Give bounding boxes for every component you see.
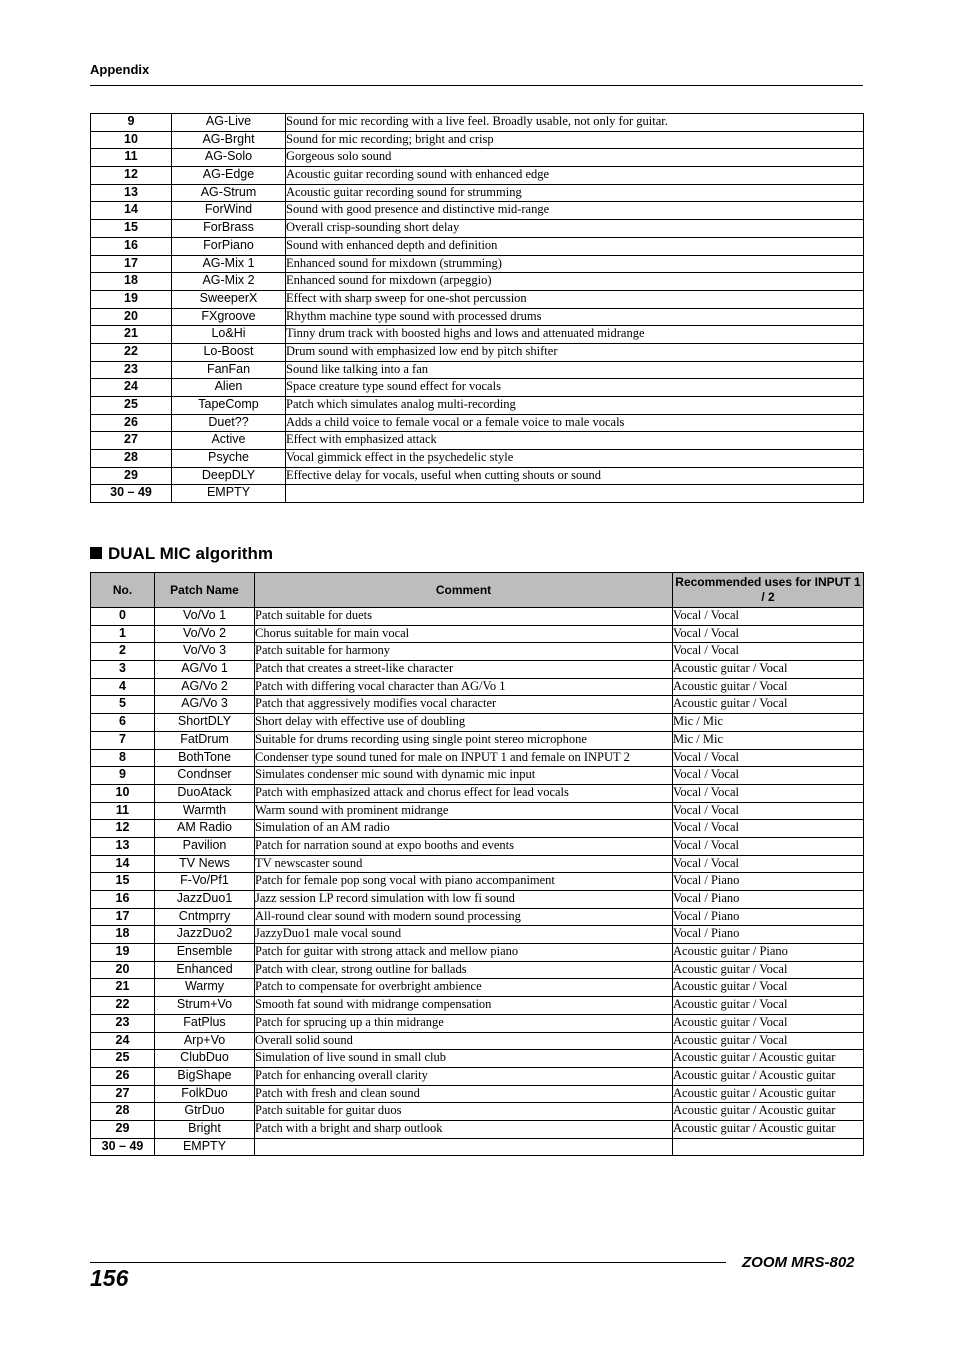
square-bullet-icon — [90, 547, 102, 559]
cell-comment: Patch with differing vocal character than AG/Vo 1 — [255, 678, 673, 696]
cell-no: 23 — [91, 361, 172, 379]
cell-no: 14 — [91, 855, 155, 873]
table-row — [91, 961, 864, 979]
cell-no: 14 — [91, 202, 172, 220]
cell-recommended-uses: Vocal / Vocal — [673, 608, 864, 626]
cell-no: 9 — [91, 114, 172, 132]
cell-patch-name: AG-Mix 1 — [172, 255, 286, 273]
cell-recommended-uses: Acoustic guitar / Vocal — [673, 961, 864, 979]
cell-comment: Enhanced sound for mixdown (strumming) — [286, 255, 864, 273]
table-row — [91, 1032, 864, 1050]
cell-comment: Acoustic guitar recording sound for strumming — [286, 184, 864, 202]
patch-table-continued — [90, 113, 864, 503]
dual-mic-table — [90, 572, 864, 1156]
cell-comment: Enhanced sound for mixdown (arpeggio) — [286, 273, 864, 291]
cell-recommended-uses: Vocal / Piano — [673, 873, 864, 891]
cell-comment: Sound with enhanced depth and definition — [286, 237, 864, 255]
table-row — [91, 1014, 864, 1032]
cell-recommended-uses — [673, 1138, 864, 1156]
cell-patch-name: Condnser — [155, 767, 255, 785]
cell-no: 2 — [91, 643, 155, 661]
table-row — [91, 273, 864, 291]
cell-comment: Condenser type sound tuned for male on INPUT 1 and female on INPUT 2 — [255, 749, 673, 767]
cell-patch-name: TapeComp — [172, 397, 286, 415]
table-row — [91, 432, 864, 450]
cell-comment: Patch with clear, strong outline for ballads — [255, 961, 673, 979]
cell-comment: JazzyDuo1 male vocal sound — [255, 926, 673, 944]
cell-comment: Patch with fresh and clean sound — [255, 1085, 673, 1103]
cell-no: 9 — [91, 767, 155, 785]
table-row — [91, 979, 864, 997]
cell-no: 28 — [91, 1103, 155, 1121]
cell-patch-name: GtrDuo — [155, 1103, 255, 1121]
cell-no: 16 — [91, 891, 155, 909]
footer-rule — [90, 1262, 726, 1263]
cell-comment: Smooth fat sound with midrange compensation — [255, 997, 673, 1015]
cell-patch-name: FatPlus — [155, 1014, 255, 1032]
cell-patch-name: AG-Mix 2 — [172, 273, 286, 291]
table-row — [91, 361, 864, 379]
cell-no: 23 — [91, 1014, 155, 1032]
cell-comment: Patch with emphasized attack and chorus effect for lead vocals — [255, 784, 673, 802]
table-row — [91, 696, 864, 714]
cell-patch-name: JazzDuo1 — [155, 891, 255, 909]
cell-patch-name: AG/Vo 3 — [155, 696, 255, 714]
table-row — [91, 308, 864, 326]
cell-recommended-uses: Vocal / Vocal — [673, 784, 864, 802]
cell-recommended-uses: Acoustic guitar / Acoustic guitar — [673, 1067, 864, 1085]
cell-comment: Chorus suitable for main vocal — [255, 625, 673, 643]
cell-patch-name: AG-Live — [172, 114, 286, 132]
table-row — [91, 749, 864, 767]
cell-patch-name: Alien — [172, 379, 286, 397]
cell-comment: Simulation of live sound in small club — [255, 1050, 673, 1068]
cell-no: 24 — [91, 379, 172, 397]
cell-patch-name: Ensemble — [155, 944, 255, 962]
cell-no: 10 — [91, 784, 155, 802]
cell-comment: Short delay with effective use of doubling — [255, 714, 673, 732]
cell-comment: Sound with good presence and distinctive mid-range — [286, 202, 864, 220]
dual-mic-table-body — [91, 608, 864, 1156]
cell-no: 28 — [91, 450, 172, 468]
cell-recommended-uses: Acoustic guitar / Acoustic guitar — [673, 1103, 864, 1121]
cell-no: 24 — [91, 1032, 155, 1050]
table-row — [91, 1085, 864, 1103]
cell-patch-name: AG/Vo 2 — [155, 678, 255, 696]
cell-comment: Patch with a bright and sharp outlook — [255, 1120, 673, 1138]
table-row — [91, 1067, 864, 1085]
table-row — [91, 326, 864, 344]
cell-comment: Patch suitable for guitar duos — [255, 1103, 673, 1121]
cell-patch-name: FatDrum — [155, 731, 255, 749]
cell-no: 8 — [91, 749, 155, 767]
cell-no: 17 — [91, 908, 155, 926]
cell-comment: Patch which simulates analog multi-recording — [286, 397, 864, 415]
cell-no: 5 — [91, 696, 155, 714]
cell-no: 30 – 49 — [91, 1138, 155, 1156]
table-row — [91, 237, 864, 255]
cell-recommended-uses: Acoustic guitar / Acoustic guitar — [673, 1050, 864, 1068]
cell-comment: Warm sound with prominent midrange — [255, 802, 673, 820]
cell-patch-name: Warmth — [155, 802, 255, 820]
cell-recommended-uses: Acoustic guitar / Vocal — [673, 1014, 864, 1032]
cell-recommended-uses: Acoustic guitar / Vocal — [673, 696, 864, 714]
cell-patch-name: DuoAtack — [155, 784, 255, 802]
cell-patch-name: Vo/Vo 1 — [155, 608, 255, 626]
cell-no: 21 — [91, 326, 172, 344]
table-row — [91, 343, 864, 361]
table-row — [91, 1103, 864, 1121]
table-header-row — [91, 573, 864, 608]
cell-comment: Effect with sharp sweep for one-shot percussion — [286, 290, 864, 308]
cell-comment: Suitable for drums recording using single point stereo microphone — [255, 731, 673, 749]
cell-patch-name: Strum+Vo — [155, 997, 255, 1015]
table-row — [91, 784, 864, 802]
cell-comment: Jazz session LP record simulation with low fi sound — [255, 891, 673, 909]
cell-recommended-uses: Vocal / Piano — [673, 926, 864, 944]
cell-comment: Simulation of an AM radio — [255, 820, 673, 838]
table-row — [91, 167, 864, 185]
cell-patch-name: AG/Vo 1 — [155, 661, 255, 679]
cell-patch-name: Lo&Hi — [172, 326, 286, 344]
table-row — [91, 661, 864, 679]
cell-no: 17 — [91, 255, 172, 273]
cell-patch-name: Vo/Vo 2 — [155, 625, 255, 643]
cell-comment: Rhythm machine type sound with processed drums — [286, 308, 864, 326]
cell-comment: Adds a child voice to female vocal or a female voice to male vocals — [286, 414, 864, 432]
cell-patch-name: Bright — [155, 1120, 255, 1138]
table-row — [91, 184, 864, 202]
cell-recommended-uses: Acoustic guitar / Vocal — [673, 661, 864, 679]
cell-no: 1 — [91, 625, 155, 643]
table-row — [91, 891, 864, 909]
cell-patch-name: ShortDLY — [155, 714, 255, 732]
cell-comment: Drum sound with emphasized low end by pitch shifter — [286, 343, 864, 361]
table-row — [91, 379, 864, 397]
table-row — [91, 678, 864, 696]
cell-no: 10 — [91, 131, 172, 149]
cell-comment: Space creature type sound effect for vocals — [286, 379, 864, 397]
table-row — [91, 926, 864, 944]
cell-patch-name: ClubDuo — [155, 1050, 255, 1068]
cell-recommended-uses: Acoustic guitar / Vocal — [673, 1032, 864, 1050]
cell-recommended-uses: Mic / Mic — [673, 714, 864, 732]
table-row — [91, 450, 864, 468]
table-row — [91, 767, 864, 785]
table-row — [91, 397, 864, 415]
table-row — [91, 873, 864, 891]
table-row — [91, 1050, 864, 1068]
cell-no: 27 — [91, 432, 172, 450]
cell-patch-name: SweeperX — [172, 290, 286, 308]
cell-no: 22 — [91, 343, 172, 361]
cell-patch-name: BigShape — [155, 1067, 255, 1085]
cell-no: 4 — [91, 678, 155, 696]
cell-recommended-uses: Vocal / Vocal — [673, 767, 864, 785]
cell-patch-name: FolkDuo — [155, 1085, 255, 1103]
cell-recommended-uses: Acoustic guitar / Acoustic guitar — [673, 1085, 864, 1103]
cell-comment: Tinny drum track with boosted highs and lows and attenuated midrange — [286, 326, 864, 344]
cell-no: 26 — [91, 414, 172, 432]
cell-patch-name: Active — [172, 432, 286, 450]
cell-patch-name: F-Vo/Pf1 — [155, 873, 255, 891]
cell-recommended-uses: Acoustic guitar / Vocal — [673, 678, 864, 696]
cell-comment: Patch for female pop song vocal with piano accompaniment — [255, 873, 673, 891]
table-row — [91, 820, 864, 838]
table-row — [91, 114, 864, 132]
cell-comment: TV newscaster sound — [255, 855, 673, 873]
cell-comment: Effect with emphasized attack — [286, 432, 864, 450]
table-row — [91, 220, 864, 238]
cell-patch-name: JazzDuo2 — [155, 926, 255, 944]
cell-comment: Sound like talking into a fan — [286, 361, 864, 379]
cell-patch-name: BothTone — [155, 749, 255, 767]
cell-no: 18 — [91, 273, 172, 291]
table-row — [91, 414, 864, 432]
cell-no: 25 — [91, 397, 172, 415]
footer-model-name: ZOOM MRS-802 — [742, 1254, 855, 1271]
cell-comment: Gorgeous solo sound — [286, 149, 864, 167]
cell-comment: Acoustic guitar recording sound with enhanced edge — [286, 167, 864, 185]
table-row — [91, 731, 864, 749]
cell-patch-name: Psyche — [172, 450, 286, 468]
cell-comment: Patch for guitar with strong attack and mellow piano — [255, 944, 673, 962]
cell-no: 21 — [91, 979, 155, 997]
cell-no: 7 — [91, 731, 155, 749]
cell-comment: Sound for mic recording with a live feel. Broadly usable, not only for guitar. — [286, 114, 864, 132]
cell-recommended-uses: Vocal / Vocal — [673, 837, 864, 855]
cell-patch-name: Duet?? — [172, 414, 286, 432]
cell-no: 12 — [91, 820, 155, 838]
cell-patch-name: AG-Strum — [172, 184, 286, 202]
cell-patch-name: Enhanced — [155, 961, 255, 979]
cell-comment: Patch suitable for duets — [255, 608, 673, 626]
cell-no: 25 — [91, 1050, 155, 1068]
cell-recommended-uses: Vocal / Vocal — [673, 802, 864, 820]
table-row — [91, 802, 864, 820]
table-row — [91, 290, 864, 308]
cell-recommended-uses: Acoustic guitar / Vocal — [673, 979, 864, 997]
cell-recommended-uses: Acoustic guitar / Vocal — [673, 997, 864, 1015]
cell-comment — [255, 1138, 673, 1156]
cell-no: 15 — [91, 873, 155, 891]
cell-no: 3 — [91, 661, 155, 679]
header-no: No. — [91, 573, 155, 608]
cell-comment: Patch that creates a street-like character — [255, 661, 673, 679]
cell-recommended-uses: Vocal / Vocal — [673, 855, 864, 873]
cell-patch-name: ForWind — [172, 202, 286, 220]
cell-comment — [286, 485, 864, 503]
cell-comment: Patch for narration sound at expo booths and events — [255, 837, 673, 855]
cell-recommended-uses: Vocal / Vocal — [673, 625, 864, 643]
cell-comment: Patch suitable for harmony — [255, 643, 673, 661]
cell-patch-name: Pavilion — [155, 837, 255, 855]
cell-no: 18 — [91, 926, 155, 944]
cell-patch-name: Warmy — [155, 979, 255, 997]
cell-comment: Overall solid sound — [255, 1032, 673, 1050]
cell-patch-name: ForBrass — [172, 220, 286, 238]
cell-no: 30 – 49 — [91, 485, 172, 503]
table-row — [91, 855, 864, 873]
cell-patch-name: FanFan — [172, 361, 286, 379]
cell-recommended-uses: Acoustic guitar / Piano — [673, 944, 864, 962]
cell-patch-name: AG-Solo — [172, 149, 286, 167]
cell-patch-name: AM Radio — [155, 820, 255, 838]
table-row — [91, 131, 864, 149]
cell-no: 13 — [91, 837, 155, 855]
table-row — [91, 149, 864, 167]
table-row — [91, 625, 864, 643]
cell-comment: All-round clear sound with modern sound processing — [255, 908, 673, 926]
cell-recommended-uses: Vocal / Vocal — [673, 643, 864, 661]
cell-patch-name: EMPTY — [172, 485, 286, 503]
cell-patch-name: FXgroove — [172, 308, 286, 326]
cell-comment: Patch for enhancing overall clarity — [255, 1067, 673, 1085]
cell-recommended-uses: Mic / Mic — [673, 731, 864, 749]
section-heading — [90, 544, 273, 564]
cell-no: 6 — [91, 714, 155, 732]
cell-patch-name: Vo/Vo 3 — [155, 643, 255, 661]
header-section-title: Appendix — [90, 62, 150, 77]
cell-recommended-uses: Vocal / Piano — [673, 908, 864, 926]
cell-no: 19 — [91, 944, 155, 962]
page-number: 156 — [90, 1265, 129, 1291]
cell-patch-name: AG-Edge — [172, 167, 286, 185]
table-row — [91, 997, 864, 1015]
cell-no: 26 — [91, 1067, 155, 1085]
cell-comment: Vocal gimmick effect in the psychedelic style — [286, 450, 864, 468]
cell-comment: Patch for sprucing up a thin midrange — [255, 1014, 673, 1032]
table-row — [91, 485, 864, 503]
cell-patch-name: TV News — [155, 855, 255, 873]
header-recommended-uses: Recommended uses for INPUT 1 / 2 — [673, 573, 864, 608]
cell-no: 29 — [91, 1120, 155, 1138]
cell-no: 16 — [91, 237, 172, 255]
section-title: DUAL MIC algorithm — [108, 544, 273, 563]
cell-no: 0 — [91, 608, 155, 626]
cell-no: 19 — [91, 290, 172, 308]
table-row — [91, 1120, 864, 1138]
cell-no: 13 — [91, 184, 172, 202]
cell-no: 22 — [91, 997, 155, 1015]
cell-comment: Overall crisp-sounding short delay — [286, 220, 864, 238]
cell-recommended-uses: Acoustic guitar / Acoustic guitar — [673, 1120, 864, 1138]
cell-comment: Patch to compensate for overbright ambience — [255, 979, 673, 997]
cell-patch-name: AG-Brght — [172, 131, 286, 149]
header-comment: Comment — [255, 573, 673, 608]
cell-comment: Sound for mic recording; bright and crisp — [286, 131, 864, 149]
table-row — [91, 643, 864, 661]
cell-no: 20 — [91, 961, 155, 979]
table-row — [91, 837, 864, 855]
cell-no: 29 — [91, 467, 172, 485]
cell-patch-name: DeepDLY — [172, 467, 286, 485]
cell-patch-name: Lo-Boost — [172, 343, 286, 361]
cell-no: 11 — [91, 149, 172, 167]
header-patch-name: Patch Name — [155, 573, 255, 608]
cell-recommended-uses: Vocal / Vocal — [673, 749, 864, 767]
cell-no: 11 — [91, 802, 155, 820]
cell-no: 27 — [91, 1085, 155, 1103]
cell-patch-name: Cntmprry — [155, 908, 255, 926]
cell-patch-name: ForPiano — [172, 237, 286, 255]
table-row — [91, 1138, 864, 1156]
table-row — [91, 908, 864, 926]
cell-comment: Effective delay for vocals, useful when cutting shouts or sound — [286, 467, 864, 485]
table-row — [91, 202, 864, 220]
cell-no: 15 — [91, 220, 172, 238]
cell-comment: Simulates condenser mic sound with dynamic mic input — [255, 767, 673, 785]
cell-comment: Patch that aggressively modifies vocal character — [255, 696, 673, 714]
cell-patch-name: Arp+Vo — [155, 1032, 255, 1050]
table-row — [91, 714, 864, 732]
cell-patch-name: EMPTY — [155, 1138, 255, 1156]
table-row — [91, 255, 864, 273]
table-row — [91, 944, 864, 962]
cell-no: 12 — [91, 167, 172, 185]
patch-table-continued-body — [91, 114, 864, 503]
header-rule — [90, 85, 863, 86]
table-row — [91, 608, 864, 626]
cell-no: 20 — [91, 308, 172, 326]
cell-recommended-uses: Vocal / Piano — [673, 891, 864, 909]
table-row — [91, 467, 864, 485]
cell-recommended-uses: Vocal / Vocal — [673, 820, 864, 838]
